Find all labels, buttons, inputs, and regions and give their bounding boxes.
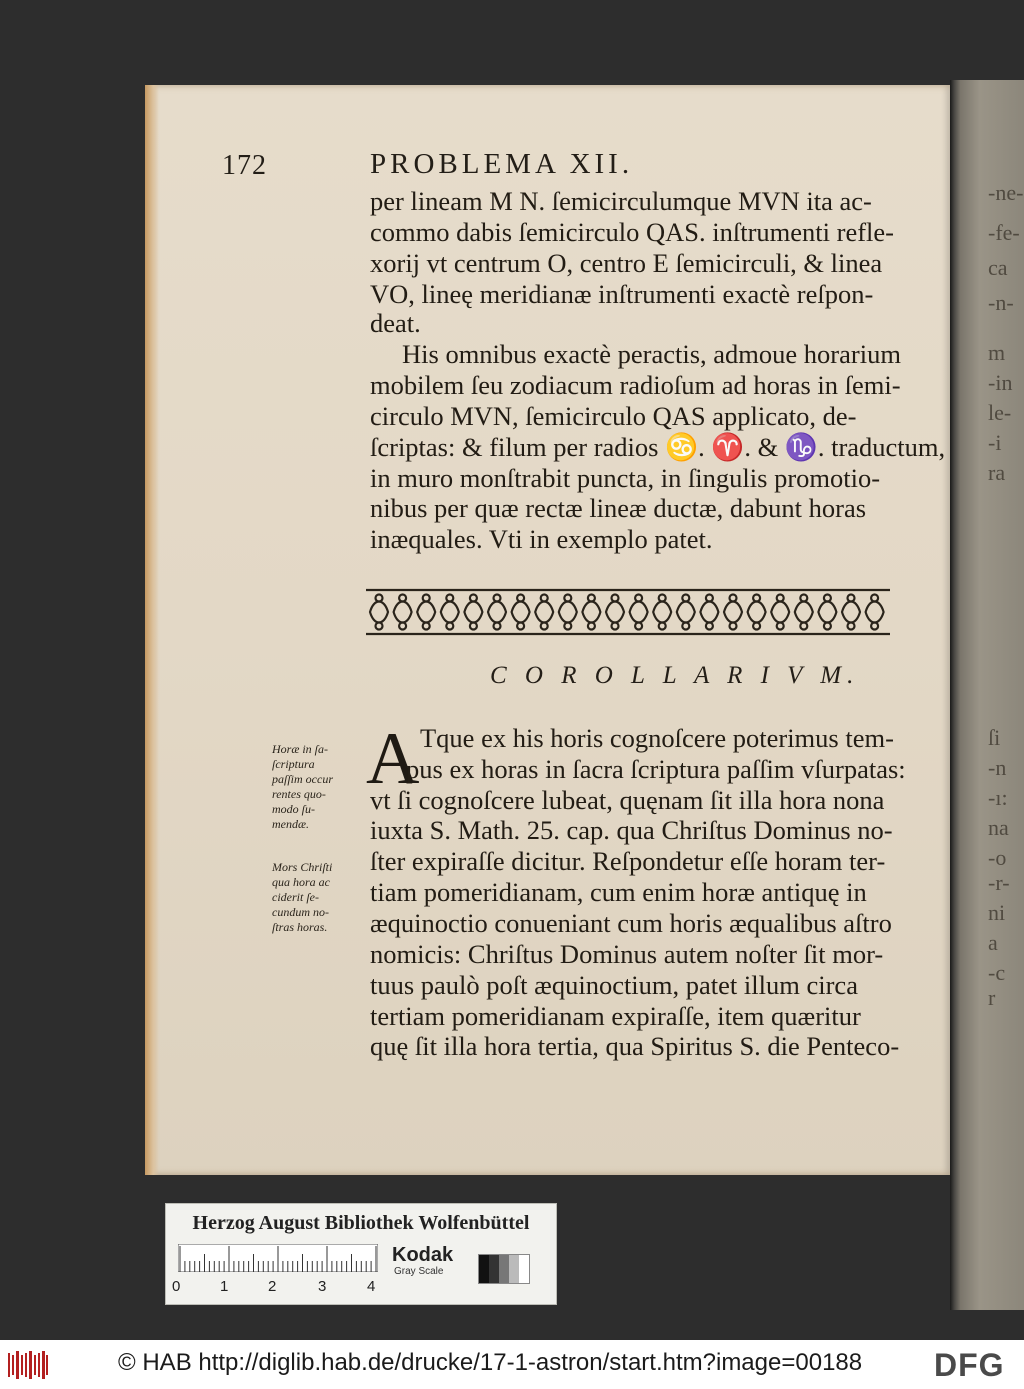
ornament-curl — [376, 595, 383, 602]
ornament-scroll — [818, 602, 836, 623]
ornament-curl — [541, 595, 548, 602]
body-line: tiam pomeridianam, cum enim horæ antiquę in — [370, 877, 867, 907]
ornament-curl — [517, 595, 524, 602]
ornament-scroll — [582, 602, 600, 623]
ornament-scroll — [700, 602, 718, 623]
body-line: quę ſit illa hora tertia, qua Spiritus S. die Penteco- — [370, 1031, 900, 1061]
body-line: commo dabis ſemicirculo QAS. inſtrumenti refle- — [370, 217, 894, 247]
ornament-scroll — [606, 602, 624, 623]
ornament-curl — [635, 595, 642, 602]
ornament-scroll — [535, 602, 553, 623]
ornament-curl — [612, 623, 619, 630]
hab-logo-icon — [8, 1351, 48, 1379]
ornament-curl — [800, 595, 807, 602]
ornament-curl — [494, 623, 501, 630]
marginal-line: cundum no- — [272, 905, 329, 919]
body-line: deat. — [370, 308, 421, 338]
ornament-curl — [659, 595, 666, 602]
section-heading: C O R O L L A R I V M. — [490, 662, 860, 689]
next-page-fragment: -ne- — [988, 180, 1024, 205]
ornament-curl — [423, 595, 430, 602]
ornament-scroll — [866, 602, 884, 623]
next-page-fragment: -r- — [988, 870, 1010, 895]
next-page-fragment: m — [988, 340, 1006, 365]
ornament-curl — [682, 623, 689, 630]
ruler-number: 3 — [318, 1278, 327, 1295]
adjacent-page-edge — [950, 80, 1024, 1310]
next-page-fragment: ca — [988, 255, 1008, 280]
footer-bar — [0, 1340, 1024, 1389]
marginal-line: Horæ in ſa- — [272, 742, 329, 756]
page-number: 172 — [222, 150, 267, 181]
next-page-fragment: ra — [988, 460, 1006, 485]
marginal-line: Mors Chriſti — [272, 860, 333, 874]
ornament-band — [366, 588, 890, 636]
body-line: ſter expiraſſe dicitur. Reſpondetur eſſe horam ter- — [370, 846, 886, 876]
ruler-number: 0 — [172, 1278, 181, 1295]
body-line: circulo MVN, ſemicirculo QAS applicato, de- — [370, 401, 857, 431]
ornament-curl — [753, 623, 760, 630]
ornament-scroll — [512, 602, 530, 623]
ornament-scroll — [559, 602, 577, 623]
ornament-scroll — [842, 602, 860, 623]
body-line: iuxta S. Math. 25. cap. qua Chriſtus Dominus no- — [370, 815, 893, 845]
ornament-curl — [871, 623, 878, 630]
body-line: inæquales. Vti in exemplo patet. — [370, 524, 713, 554]
gray-scale-swatch — [478, 1254, 530, 1284]
next-page-fragment: ſi — [988, 725, 1001, 750]
body-line: xorij vt centrum O, centro E ſemicirculi, & linea — [370, 248, 883, 278]
body-line: pus ex horas in ſacra ſcriptura paſſim vſurpatas: — [406, 754, 906, 784]
dfg-logo: DFG — [934, 1347, 1005, 1383]
ornament-curl — [423, 623, 430, 630]
ornament-curl — [848, 623, 855, 630]
running-head — [222, 148, 782, 184]
ruler-number: 2 — [268, 1278, 277, 1295]
kodak-logo: Kodak — [392, 1244, 454, 1266]
next-page-fragment: -in — [988, 370, 1013, 395]
marginal-line: ſtras horas. — [272, 920, 328, 934]
ornament-curl — [470, 595, 477, 602]
color-calibration-card — [165, 1203, 557, 1305]
ornament-curl — [612, 595, 619, 602]
ornament-curl — [446, 595, 453, 602]
next-page-fragment: -ı: — [988, 785, 1008, 810]
body-line: VO, lineę meridianæ inſtrumenti exactè reſpon- — [370, 279, 874, 309]
next-page-fragment: na — [988, 815, 1009, 840]
ornament-scroll — [630, 602, 648, 623]
body-line: in muro monſtrabit puncta, in ſingulis promotio- — [370, 463, 881, 493]
ruler-number: 1 — [220, 1278, 229, 1295]
ornament-scroll — [724, 602, 742, 623]
ornament-curl — [848, 595, 855, 602]
body-line: tertiam pomeridianam expiraſſe, item quæritur — [370, 1001, 861, 1031]
body-line: His omnibus exactè peractis, admoue horarium — [402, 339, 901, 369]
ornament-scroll — [795, 602, 813, 623]
next-page-fragment: -o — [988, 845, 1007, 870]
ornament-curl — [588, 623, 595, 630]
body-line: per lineam M N. ſemicirculumque MVN ita ac- — [370, 186, 872, 216]
ornament-scroll — [441, 602, 459, 623]
ornament-curl — [706, 595, 713, 602]
ornament-curl — [399, 595, 406, 602]
ornament-scroll — [748, 602, 766, 623]
ornament-curl — [730, 623, 737, 630]
gray-scale-label: Gray Scale — [394, 1266, 444, 1277]
ornament-scroll — [394, 602, 412, 623]
ornament-curl — [730, 595, 737, 602]
body-line: nomicis: Chriſtus Dominus autem noſter ſit mor- — [370, 939, 884, 969]
ornament-curl — [470, 623, 477, 630]
body-line: tuus paulò poſt æquinoctium, patet illum circa — [370, 970, 858, 1000]
ornament-curl — [824, 623, 831, 630]
ornament-curl — [399, 623, 406, 630]
ornament-scroll — [370, 602, 388, 623]
ornament-curl — [777, 623, 784, 630]
body-line: mobilem ſeu zodiacum radioſum ad horas in ſemi- — [370, 370, 901, 400]
ornament-curl — [376, 623, 383, 630]
next-page-fragment: le- — [988, 400, 1012, 425]
marginal-line: qua hora ac — [272, 875, 330, 889]
next-page-fragment: a — [988, 930, 998, 955]
body-line: vt ſi cognoſcere lubeat, quęnam ſit illa hora nona — [370, 785, 885, 815]
next-page-fragment: -n- — [988, 290, 1014, 315]
next-page-fragment: -n — [988, 755, 1007, 780]
next-page-fragment: r — [988, 985, 996, 1010]
marginal-line: modo ſu- — [272, 802, 315, 816]
ornament-curl — [706, 623, 713, 630]
ornament-scroll — [417, 602, 435, 623]
body-line: Tque ex his horis cognoſcere poterimus tem- — [420, 723, 894, 753]
ornament-curl — [777, 595, 784, 602]
ornament-curl — [446, 623, 453, 630]
next-page-fragment: ni — [988, 900, 1006, 925]
next-page-fragment: -c — [988, 960, 1006, 985]
ornament-curl — [635, 623, 642, 630]
body-line: æquinoctio conueniant cum horis æqualibus aſtro — [370, 908, 892, 938]
library-name: Herzog August Bibliothek Wolfenbüttel — [192, 1212, 530, 1234]
ornament-curl — [588, 595, 595, 602]
ornament-scroll — [653, 602, 671, 623]
ornament-curl — [494, 595, 501, 602]
ruler-number: 4 — [367, 1278, 376, 1295]
drop-cap: A — [366, 718, 420, 800]
ruler-scale — [178, 1244, 378, 1272]
page-title: PROBLEMA XII. — [370, 148, 634, 180]
marginal-line: ciderit ſe- — [272, 890, 319, 904]
copyright-url[interactable]: © HAB http://diglib.hab.de/drucke/17-1-astron/start.htm?image=00188 — [118, 1349, 863, 1376]
ornament-curl — [659, 623, 666, 630]
next-page-fragment: -i — [988, 430, 1002, 455]
ornament-curl — [682, 595, 689, 602]
next-page-fragment: -fe- — [988, 220, 1020, 245]
ornament-curl — [871, 595, 878, 602]
marginal-line: ſcriptura — [272, 757, 315, 771]
body-line: nibus per quæ rectæ lineæ ductæ, dabunt horas — [370, 493, 867, 523]
ornament-scroll — [488, 602, 506, 623]
ornament-curl — [541, 623, 548, 630]
ornament-curl — [800, 623, 807, 630]
body-line: ſcriptas: & filum per radios ♋. ♈. & ♑. traductum, — [370, 432, 946, 462]
ornament-curl — [517, 623, 524, 630]
marginal-line: rentes quo- — [272, 787, 326, 801]
ornament-curl — [753, 595, 760, 602]
ornament-scroll — [464, 602, 482, 623]
marginal-line: paſſim occur — [272, 772, 333, 786]
marginal-line: mendæ. — [272, 817, 309, 831]
ornament-scroll — [677, 602, 695, 623]
ornament-scroll — [771, 602, 789, 623]
ornament-curl — [564, 623, 571, 630]
ornament-curl — [564, 595, 571, 602]
ornament-curl — [824, 595, 831, 602]
